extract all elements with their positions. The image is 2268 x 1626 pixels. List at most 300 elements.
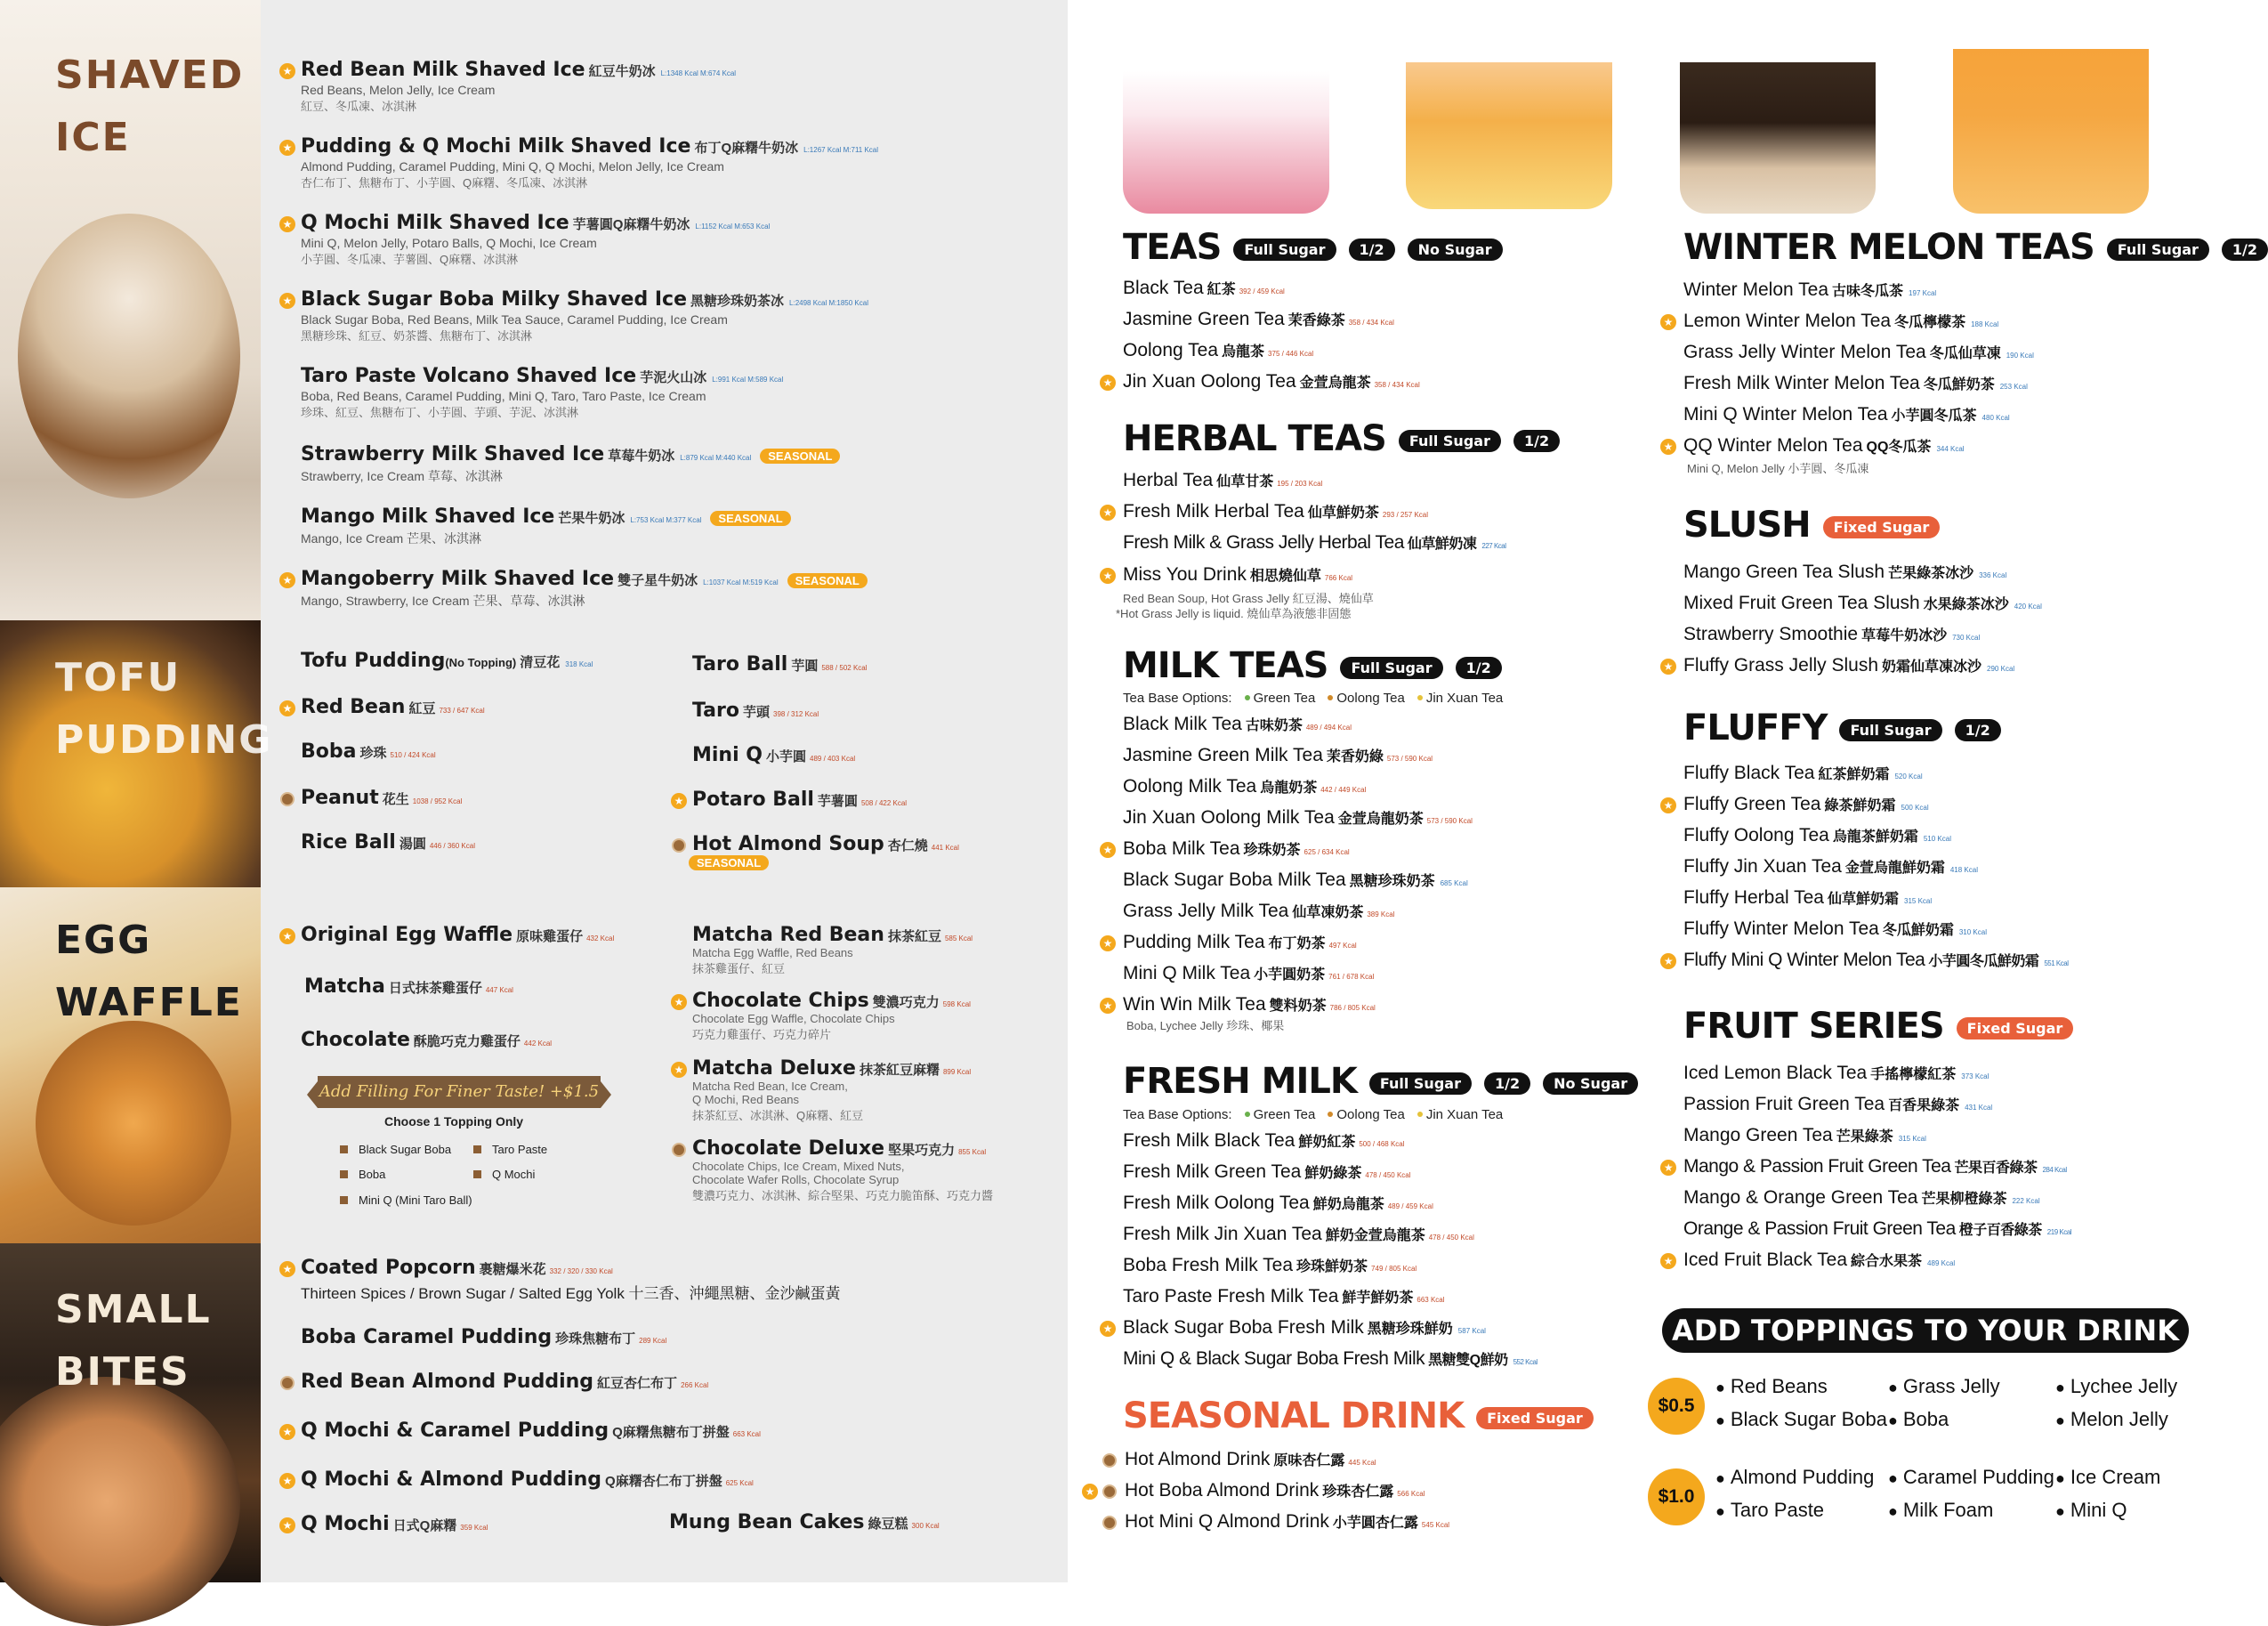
item-name: Fluffy Herbal Tea [1683,887,1824,908]
item-kcal: 489 / 459 Kcal [1387,1202,1433,1210]
topping-option[interactable]: ● Taro Paste [1715,1499,1824,1522]
drink-item[interactable] [1123,714,1352,735]
item-kcal: 510 / 424 Kcal [390,751,436,759]
item-name-zh: 古味奶茶 [1245,718,1303,733]
item-kcal: 480 Kcal [1981,414,2010,422]
item-name: Taro [692,700,739,722]
sugar-pill[interactable]: No Sugar [1408,239,1503,261]
drink-item[interactable] [1102,838,1350,860]
drink-item[interactable] [1125,1511,1449,1533]
drink-item[interactable] [1123,870,1468,891]
item-name-zh: 湯圓 [399,837,426,852]
item-kcal: 749 / 805 Kcal [1371,1265,1417,1273]
filling-option[interactable] [340,1168,385,1181]
menu-item[interactable] [692,653,868,675]
tea-base-options: Tea Base Options: Green Tea Oolong Tea Jin Xuan Tea [1123,691,1504,706]
drink-item[interactable] [1683,342,2034,363]
item-name: Fluffy Winter Melon Tea [1683,918,1879,939]
filling-option[interactable] [473,1168,535,1181]
menu-item[interactable] [282,135,879,190]
menu-item[interactable] [692,1137,993,1203]
item-kcal: 293 / 257 Kcal [1382,511,1429,519]
filling-option[interactable] [340,1143,451,1156]
item-name: Boba Milk Tea [1123,838,1240,859]
item-name-zh: 水果綠茶冰沙 [1923,597,2009,612]
topping-option[interactable]: ● Almond Pudding [1715,1466,1874,1489]
star-icon: ★ [1100,842,1116,858]
item-name-zh: 堅果巧克力 [888,1143,956,1158]
item-name: Taro Paste Volcano Shaved Ice [301,365,637,387]
star-icon: ★ [279,1473,295,1489]
item-name-zh: 珍珠奶茶 [1243,843,1301,858]
item-name-zh: 小芋圓杏仁露 [1332,1516,1418,1531]
item-name: Mango Milk Shaved Ice [301,506,555,528]
drink-item[interactable] [1683,1094,1992,1115]
item-name-zh: 烏龍茶鮮奶霜 [1832,829,1918,845]
item-name-zh: 珍珠杏仁露 [1322,1484,1394,1500]
drink-item[interactable] [1123,963,1374,984]
filling-option-label: Taro Paste [492,1143,548,1156]
item-kcal: L:1348 Kcal M:674 Kcal [660,69,737,77]
item-note: (No Topping) [445,656,517,669]
filling-option[interactable] [473,1143,547,1156]
drink-item[interactable] [1683,593,2042,614]
menu-item[interactable] [674,990,971,1042]
item-name: Black Sugar Boba Milky Shaved Ice [301,288,688,311]
item-name-zh: 鮮奶紅茶 [1298,1135,1356,1150]
toppings-banner: ADD TOPPINGS TO YOUR DRINK [1662,1308,2189,1353]
item-name: Q Mochi Milk Shaved Ice [301,212,569,234]
item-name: Black Milk Tea [1123,714,1242,734]
item-name: Red Bean Milk Shaved Ice [301,59,585,81]
item-name: Q Mochi [301,1513,390,1535]
drink-item[interactable] [1102,501,1429,522]
item-kcal: 598 Kcal [942,1000,971,1008]
item-kcal: 625 / 634 Kcal [1303,848,1350,856]
menu-item[interactable] [282,1513,488,1535]
item-kcal: 392 / 459 Kcal [1239,287,1285,295]
item-name: Hot Almond Drink [1125,1449,1271,1469]
item-name: Fluffy Oolong Tea [1683,825,1829,845]
section-title-fruit-series: FRUIT SERIES Fixed Sugar [1683,1006,2073,1047]
item-name: Winter Melon Tea [1683,279,1829,300]
item-name-zh: 珍珠鮮奶茶 [1296,1259,1368,1274]
topping-option[interactable]: ● Caramel Pudding [1888,1466,2054,1489]
item-desc-zh: 抹茶雞蛋仔、紅豆 [692,962,786,975]
item-kcal: 359 Kcal [460,1524,488,1532]
item-desc: Thirteen Spices / Brown Sugar / Salted Egg Yolk 十三香、沖繩黑糖、金沙鹹蛋黃 [301,1285,841,1302]
item-name-zh: 百香果綠茶 [1888,1098,1960,1113]
item-name: Hot Boba Almond Drink [1125,1480,1320,1501]
drink-item[interactable] [1123,1286,1445,1307]
star-icon: ★ [1660,314,1676,330]
item-name-zh: 奶霜仙草凍冰沙 [1882,659,1982,675]
item-name: Herbal Tea [1123,470,1214,490]
item-kcal: 786 / 805 Kcal [1329,1004,1376,1012]
drink-item[interactable] [1683,562,2006,583]
menu-item[interactable] [692,744,855,766]
drink-item[interactable] [1683,624,1980,645]
drink-item[interactable] [1085,1480,1425,1501]
sugar-pill[interactable]: Full Sugar [1233,239,1336,261]
menu-item[interactable] [301,787,462,809]
filling-option-label: Mini Q (Mini Taro Ball) [359,1193,472,1207]
drink-item[interactable] [1123,1161,1411,1183]
topping-option[interactable]: ● Boba [1888,1408,1949,1431]
drink-item[interactable] [1683,887,1932,909]
drink-item[interactable] [1123,1130,1405,1152]
menu-item[interactable] [674,789,908,811]
drink-item[interactable] [1683,279,1936,301]
topping-option[interactable]: ● Milk Foam [1888,1499,1993,1522]
item-name: Mini Q [692,744,763,766]
item-name: Fresh Milk Black Tea [1123,1130,1295,1151]
item-name-zh: 黑糖珍珠奶茶 [1349,874,1435,889]
menu-item[interactable] [282,568,868,610]
item-name: Fluffy Black Tea [1683,763,1815,783]
item-name-zh: 烏龍奶茶 [1260,781,1318,796]
star-icon: ★ [1082,1484,1098,1500]
menu-item[interactable] [282,696,485,718]
item-name: Hot Mini Q Almond Drink [1125,1511,1329,1532]
topping-option[interactable]: ● Black Sugar Boba [1715,1408,1887,1431]
drink-item[interactable] [1123,278,1285,299]
menu-item[interactable] [304,975,513,998]
item-kcal: 733 / 647 Kcal [439,707,485,715]
item-name-zh: 酥脆巧克力雞蛋仔 [413,1034,521,1049]
item-kcal: 284 Kcal [2042,1166,2067,1174]
drink-item[interactable] [1123,745,1433,766]
item-desc-zh: 巧克力雞蛋仔、巧克力碎片 [692,1028,832,1041]
drink-item[interactable] [1683,825,1951,846]
nut-icon [1102,1516,1117,1530]
item-name: Fresh Milk & Grass Jelly Herbal Tea [1123,532,1404,553]
item-kcal: 344 Kcal [1936,445,1965,453]
item-kcal: L:1267 Kcal M:711 Kcal [803,146,879,154]
item-name-zh: 紅豆杏仁布丁 [597,1376,678,1391]
item-name: Pudding Milk Tea [1123,932,1265,952]
item-name: Fluffy Mini Q Winter Melon Tea [1683,950,1925,970]
item-name: Oolong Tea [1123,340,1219,360]
item-kcal: 336 Kcal [1979,571,2007,579]
item-kcal: 227 Kcal [1481,542,1506,550]
filling-choose-note: Choose 1 Topping Only [384,1114,524,1128]
drink-item[interactable] [1102,371,1420,392]
item-name: Taro Paste Fresh Milk Tea [1123,1286,1339,1306]
item-kcal: 625 Kcal [725,1479,754,1487]
sugar-pill[interactable]: Full Sugar [1399,430,1501,452]
item-kcal: 445 Kcal [1348,1459,1376,1467]
drink-item[interactable] [1683,404,2010,425]
item-name-zh: 草莓牛奶冰沙 [1861,628,1948,643]
item-note: *Hot Grass Jelly is liquid. 燒仙草為液態非固態 [1116,607,1352,620]
menu-item[interactable] [669,1511,940,1533]
sugar-pill[interactable]: Full Sugar [1369,1072,1472,1095]
drink-item[interactable] [1663,950,2069,971]
star-icon: ★ [279,700,295,716]
sugar-pill[interactable]: Full Sugar [1839,719,1941,741]
item-name: Strawberry Milk Shaved Ice [301,443,605,465]
item-name-zh: 芋泥火山冰 [640,370,707,385]
star-icon: ★ [1100,998,1116,1014]
menu-item[interactable] [301,1326,666,1348]
menu-item[interactable] [301,365,783,420]
menu-item[interactable] [301,1371,708,1393]
menu-item[interactable] [301,443,840,485]
menu-item[interactable] [282,924,615,946]
menu-item[interactable] [301,650,593,672]
drink-item[interactable] [1102,564,1353,586]
price-badge: $0.5 [1648,1378,1705,1435]
drink-item[interactable] [1125,1449,1376,1470]
item-name-zh: 冬瓜檸檬茶 [1894,315,1966,330]
item-note: Boba, Lychee Jelly 珍珠、椰果 [1126,1019,1285,1032]
item-name-zh: 綠豆糕 [868,1517,908,1532]
item-kcal: 358 / 434 Kcal [1374,381,1420,389]
drink-item[interactable] [1123,1193,1433,1214]
nut-icon [1102,1484,1117,1499]
item-kcal: 730 Kcal [1952,634,1981,642]
section-title-herbal: HERBAL TEAS Full Sugar 1/2 [1123,418,1560,459]
sugar-pill[interactable]: Full Sugar [2107,239,2209,261]
drink-item[interactable] [1683,373,2028,394]
item-name-zh: QQ冬瓜茶 [1866,440,1932,455]
drink-item[interactable] [1683,1218,2071,1240]
star-icon: ★ [1660,1160,1676,1176]
drink-item[interactable] [1102,1317,1486,1339]
menu-item[interactable] [692,924,973,976]
drink-item[interactable] [1123,309,1394,330]
item-name-zh: 古味冬瓜茶 [1832,284,1904,299]
section-title-fresh-milk: FRESH MILK Full Sugar 1/2 No Sugar [1123,1061,1638,1102]
item-name-zh: 裹糖爆米花 [479,1262,546,1277]
drink-item[interactable] [1683,1125,1926,1146]
drink-item[interactable] [1663,794,1929,815]
topping-option[interactable]: ● Grass Jelly [1888,1375,2000,1398]
item-kcal: 663 Kcal [1416,1296,1445,1304]
topping-option[interactable]: ● Lychee Jelly [2055,1375,2177,1398]
menu-item[interactable] [282,1468,754,1491]
item-name: Potaro Ball [692,789,814,811]
item-name-zh: 茉香綠茶 [1287,313,1345,328]
menu-item[interactable] [692,833,959,871]
menu-item[interactable] [282,59,737,114]
item-name-zh: 芋圓 [791,659,819,674]
item-name: Lemon Winter Melon Tea [1683,311,1892,331]
item-name: Fluffy Grass Jelly Slush [1683,655,1879,675]
small-bites-photo [0,1377,240,1626]
drink-item[interactable] [1123,807,1473,829]
item-name: Rice Ball [301,831,396,853]
item-desc-zh: 珍珠、紅豆、焦糖布丁、小芋圓、芋頭、芋泥、冰淇淋 [301,406,579,419]
star-icon: ★ [1660,1253,1676,1269]
drink-item[interactable] [1663,435,1965,457]
shaved-ice-heading: SHAVED ICE [55,53,245,160]
sugar-pill[interactable]: Full Sugar [1340,657,1442,679]
drink-photo [1953,49,2149,214]
menu-item[interactable] [674,1057,972,1123]
section-title-winter-melon: WINTER MELON TEAS Full Sugar 1/2 [1683,227,2268,268]
drink-item[interactable] [1123,1255,1416,1276]
topping-option[interactable]: ● Mini Q [2055,1499,2127,1522]
sugar-pill[interactable]: 1/2 [2222,239,2268,261]
star-icon: ★ [279,140,295,156]
sugar-pill[interactable]: 1/2 [1955,719,2001,741]
item-name-zh: 黑糖珍珠鮮奶 [1367,1322,1453,1337]
drink-item[interactable] [1663,311,1999,332]
drink-item[interactable] [1663,655,2015,676]
drink-item[interactable] [1663,1156,2067,1177]
menu-item[interactable] [301,831,475,853]
star-icon: ★ [671,793,687,809]
nut-icon [672,838,686,853]
item-kcal: 375 / 446 Kcal [1268,350,1314,358]
item-name-zh: 烏龍茶 [1222,344,1265,360]
drink-item[interactable] [1102,932,1357,953]
topping-option[interactable]: ● Melon Jelly [2055,1408,2168,1431]
sugar-pill[interactable]: Fixed Sugar [1957,1017,2074,1040]
item-name-zh: 芋薯圓 [817,794,858,809]
star-icon: ★ [279,1261,295,1277]
drink-item[interactable] [1102,994,1376,1015]
item-kcal: 447 Kcal [485,986,513,994]
item-kcal: 222 Kcal [2012,1197,2040,1205]
item-name: Black Tea [1123,278,1204,298]
menu-item[interactable] [282,1257,841,1303]
sugar-pill[interactable]: No Sugar [1543,1072,1638,1095]
menu-item[interactable] [692,700,819,722]
item-name: Mini Q Winter Melon Tea [1683,404,1888,425]
item-name-zh: 抹茶紅豆麻糬 [859,1063,940,1078]
item-name: Peanut [301,787,379,809]
item-desc: Black Sugar Boba, Red Beans, Milk Tea Sauce, Caramel Pudding, Ice Cream [301,312,728,327]
item-name: Orange & Passion Fruit Green Tea [1683,1218,1956,1239]
item-kcal: 197 Kcal [1909,289,1937,297]
item-name-zh: 杏仁燒 [887,838,928,853]
seasonal-badge: SEASONAL [689,855,769,870]
egg-waffle-photo [36,1021,231,1226]
menu-item[interactable] [301,506,791,547]
item-name-zh: 雙子星牛奶冰 [617,573,698,588]
drink-photo [1680,62,1876,214]
item-kcal: 761 / 678 Kcal [1328,973,1375,981]
item-kcal: L:2498 Kcal M:1850 Kcal [789,299,868,307]
drink-item[interactable] [1123,470,1322,491]
item-name-zh: 花生 [382,792,409,807]
item-name: Mini Q & Black Sugar Boba Fresh Milk [1123,1348,1425,1369]
sugar-pill[interactable]: 1/2 [1456,657,1502,679]
menu-item[interactable] [282,212,771,267]
egg-waffle-photo-band [0,887,261,1243]
drink-item[interactable] [1683,1063,1989,1084]
item-kcal: 566 Kcal [1397,1490,1425,1498]
drink-item[interactable] [1683,856,1978,878]
drink-item[interactable] [1663,1250,1956,1271]
item-name: Mangoberry Milk Shaved Ice [301,568,615,590]
item-name-zh: 草莓牛奶冰 [608,449,675,464]
small-bites-heading: SMALL BITES [55,1287,212,1395]
menu-item[interactable] [301,740,436,763]
drink-item[interactable] [1123,1224,1474,1245]
item-name: Mung Bean Cakes [669,1511,865,1533]
item-kcal: 552 Kcal [1513,1358,1538,1366]
drink-item[interactable] [1123,776,1366,797]
item-name-zh: 鮮奶烏龍茶 [1312,1197,1384,1212]
item-name: Fresh Milk Herbal Tea [1123,501,1304,522]
drink-item[interactable] [1683,1187,2040,1209]
item-name: Fluffy Green Tea [1683,794,1821,814]
menu-item[interactable] [282,288,868,344]
item-name: Q Mochi & Almond Pudding [301,1468,602,1491]
item-name: Fresh Milk Jin Xuan Tea [1123,1224,1322,1244]
sugar-pill[interactable]: Fixed Sugar [1823,516,1941,538]
item-desc: Q Mochi, Red Beans [692,1093,799,1106]
item-kcal: L:753 Kcal M:377 Kcal [630,516,702,524]
drink-item[interactable] [1123,1348,1538,1370]
item-kcal: 510 Kcal [1923,835,1951,843]
star-icon: ★ [279,572,295,588]
item-kcal: 489 / 494 Kcal [1305,724,1352,732]
item-kcal: 551 Kcal [2044,959,2069,967]
filling-option[interactable] [340,1193,472,1207]
drink-item[interactable] [1123,340,1313,361]
item-name: Fresh Milk Winter Melon Tea [1683,373,1920,393]
item-kcal: L:991 Kcal M:589 Kcal [712,376,784,384]
drink-item[interactable] [1123,901,1394,922]
section-title-seasonal-drink: SEASONAL DRINK Fixed Sugar [1123,1395,1594,1436]
star-icon: ★ [1660,953,1676,969]
item-kcal: 290 Kcal [1987,665,2015,673]
item-kcal: 520 Kcal [1894,773,1923,781]
item-desc-zh: 小芋圓、冬瓜凍、芋薯圓、Q麻糬、冰淇淋 [301,253,519,266]
tofu-pudding-photo-band [0,620,273,887]
item-name-zh: 金萱烏龍奶茶 [1337,812,1424,827]
star-icon: ★ [1100,568,1116,584]
item-name-zh: 仙草鮮奶凍 [1407,537,1477,552]
item-kcal: 431 Kcal [1965,1104,1993,1112]
topping-option[interactable]: ● Red Beans [1715,1375,1828,1398]
item-note: Mini Q, Melon Jelly 小芋圓、冬瓜凍 [1687,462,1869,475]
item-name-zh: 冬瓜鮮奶霜 [1882,923,1954,938]
sugar-pill[interactable]: 1/2 [1513,430,1560,452]
menu-item[interactable] [282,1420,761,1442]
sugar-pill[interactable]: Fixed Sugar [1476,1407,1594,1429]
item-name-zh: Q麻糬焦糖布丁拼盤 [612,1425,730,1440]
star-icon: ★ [1660,439,1676,455]
item-name: Mixed Fruit Green Tea Slush [1683,593,1920,613]
menu-item[interactable] [301,1029,552,1051]
item-name: Red Bean [301,696,406,718]
item-name: Mango & Orange Green Tea [1683,1187,1918,1208]
nut-icon [1102,1453,1117,1468]
item-desc: Chocolate Wafer Rolls, Chocolate Syrup [692,1173,900,1186]
item-name-zh: 金萱烏龍鮮奶霜 [1844,861,1945,876]
item-kcal: 398 / 312 Kcal [773,710,819,718]
item-desc: Mango, Strawberry, Ice Cream 芒果、草莓、冰淇淋 [301,594,585,608]
item-kcal: 489 / 403 Kcal [810,755,856,763]
drink-item[interactable] [1683,918,1987,940]
drink-item[interactable] [1123,532,1506,554]
item-name: Passion Fruit Green Tea [1683,1094,1885,1114]
drink-item[interactable] [1683,763,1923,784]
sugar-pill[interactable]: 1/2 [1484,1072,1530,1095]
item-name-zh: 綠茶鮮奶霜 [1824,798,1896,813]
sugar-pill[interactable]: 1/2 [1349,239,1395,261]
item-desc-zh: 抹茶紅豆、冰淇淋、Q麻糬、紅豆 [692,1109,864,1122]
item-kcal: 310 Kcal [1958,928,1987,936]
topping-option[interactable]: ● Ice Cream [2055,1466,2160,1489]
star-icon: ★ [1100,1321,1116,1337]
